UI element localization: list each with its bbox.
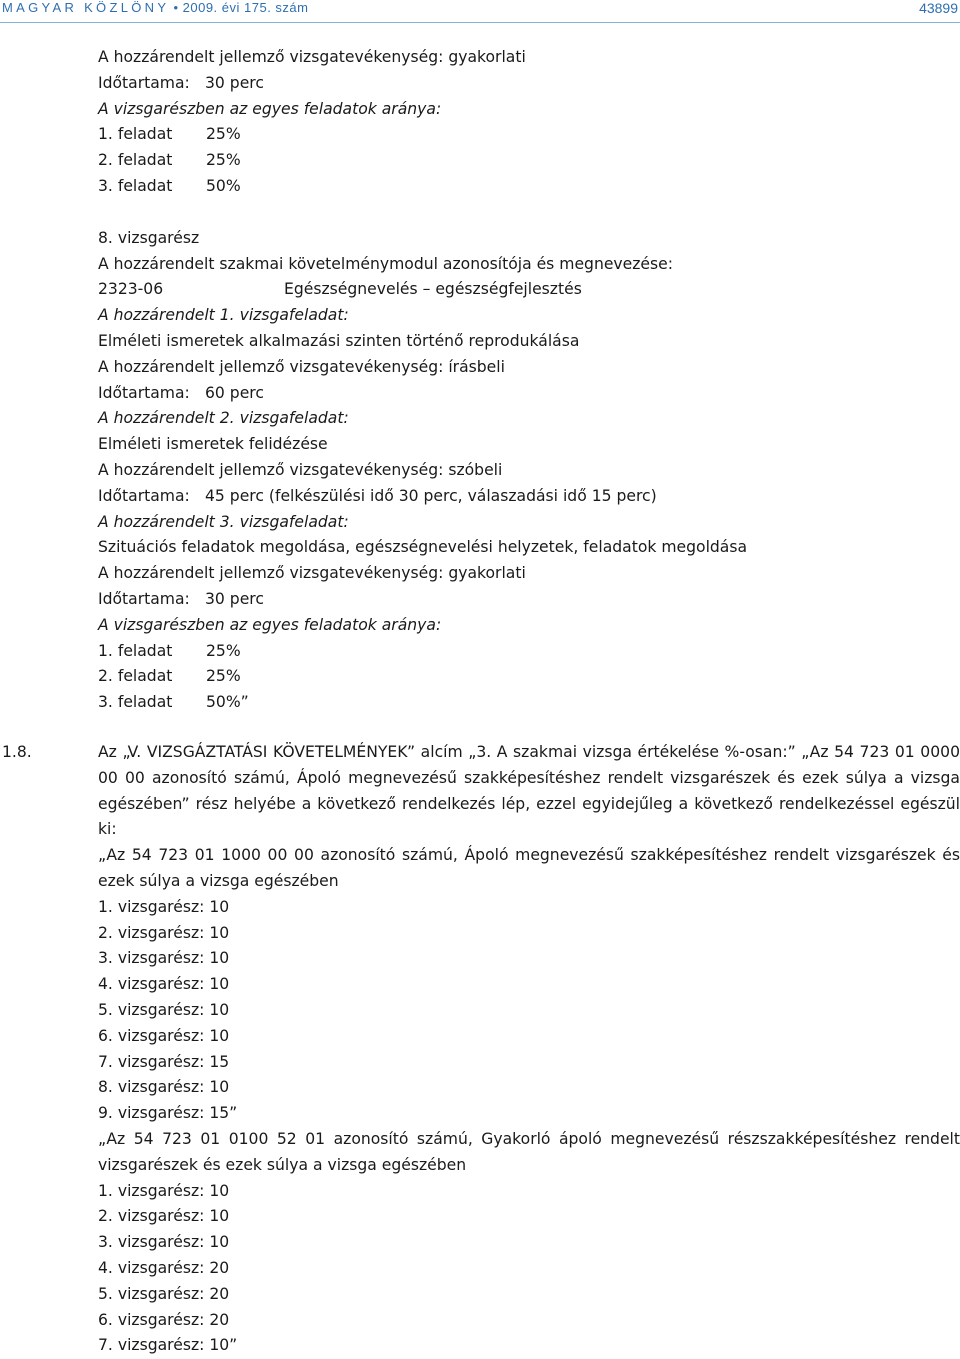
task1-duration: [98, 381, 960, 407]
module-code: 2323-06: [98, 280, 164, 299]
task1-heading: A hozzárendelt 1. vizsgafeladat:: [98, 306, 349, 325]
task-row: [98, 148, 960, 174]
task-row: [98, 174, 960, 200]
list-item: 2. vizsgarész: 10: [98, 1207, 230, 1226]
duration-line: [98, 71, 960, 97]
task-value: 25%: [206, 151, 241, 170]
list-item: 1. vizsgarész: 10: [98, 897, 230, 916]
list-item: 8. vizsgarész: 10: [98, 1078, 230, 1097]
duration-value: 45 perc (felkészülési idő 30 perc, válaszadási idő 15 perc): [205, 486, 657, 505]
task-label: 1. feladat: [98, 125, 173, 144]
duration-value: 30 perc: [205, 73, 264, 92]
task1-text: Elméleti ismeretek alkalmazási szinten történő reprodukálása: [98, 331, 580, 350]
list-item: 3. vizsgarész: 10: [98, 949, 230, 968]
page-number: 43899: [919, 0, 958, 16]
task1-activity: A hozzárendelt jellemző vizsgatevékenység: írásbeli: [98, 357, 505, 376]
list-item: 5. vizsgarész: 20: [98, 1284, 230, 1303]
list-item: 6. vizsgarész: 20: [98, 1310, 230, 1329]
list-item: 5. vizsgarész: 10: [98, 1000, 230, 1019]
document-body: [98, 45, 960, 716]
list-item: 7. vizsgarész: 10”: [98, 1336, 238, 1355]
task2-heading: A hozzárendelt 2. vizsgafeladat:: [98, 409, 349, 428]
part-title: 8. vizsgarész: [98, 228, 200, 247]
list-item: 2. vizsgarész: 10: [98, 923, 230, 942]
task-value: 25%: [206, 125, 241, 144]
task-value: 50%: [206, 176, 241, 195]
ratio-heading: A vizsgarészben az egyes feladatok aránya:: [98, 99, 442, 118]
header-separator: •: [173, 0, 179, 15]
list-item: 9. vizsgarész: 15”: [98, 1104, 238, 1123]
ratio-heading: A vizsgarészben az egyes feladatok aránya:: [98, 615, 442, 634]
task-row: [98, 690, 960, 716]
journal-title: MAGYAR KÖZLÖNY: [2, 0, 170, 15]
task-value: 25%: [206, 641, 241, 660]
task-value: 25%: [206, 667, 241, 686]
list-item: 7. vizsgarész: 15: [98, 1052, 230, 1071]
duration-label: Időtartama:: [98, 383, 190, 402]
duration-label: Időtartama:: [98, 589, 190, 608]
task-label: 3. feladat: [98, 693, 173, 712]
block1-title: „Az 54 723 01 1000 00 00 azonosító számú, Ápoló megnevezésű szakképesítéshez rendelt vizsgarészek és ezek súlya a vizsga egészében: [98, 846, 960, 890]
module-row: [98, 277, 960, 303]
task3-text: Szituációs feladatok megoldása, egészségnevelési helyzetek, feladatok megoldása: [98, 538, 748, 557]
module-name: Egészségnevelés – egészségfejlesztés: [284, 280, 582, 299]
task-row: [98, 122, 960, 148]
list-item: 4. vizsgarész: 20: [98, 1258, 230, 1277]
task-label: 1. feladat: [98, 641, 173, 660]
section-body: [98, 740, 960, 1359]
list-item: 3. vizsgarész: 10: [98, 1233, 230, 1252]
section-intro: Az „V. VIZSGÁZTATÁSI KÖVETELMÉNYEK” alcím „3. A szakmai vizsga értékelése %-osan:” „Az 54 723 01 0000 00 00 azonosító számú, Ápoló megnevezésű szakképesítéshez rendelt vizsgarészek és ezek súlya a vizsga egészében” rész helyébe a következő rendelkezés lép, ezzel egyidejűleg a következő rendelkezéssel egészül ki:: [98, 743, 960, 839]
page-header: [0, 0, 960, 23]
block2-title: „Az 54 723 01 0100 52 01 azonosító számú, Gyakorló ápoló megnevezésű részszakképesítéshez rendelt vizsgarészek és ezek súlya a vizsga egészében: [98, 1129, 960, 1174]
activity-line: A hozzárendelt jellemző vizsgatevékenység: gyakorlati: [98, 48, 526, 66]
module-line: A hozzárendelt szakmai követelménymodul azonosítója és megnevezése:: [98, 254, 673, 273]
task-value: 50%”: [206, 693, 249, 712]
header-left: [2, 0, 309, 15]
task3-activity: A hozzárendelt jellemző vizsgatevékenység: gyakorlati: [98, 564, 526, 583]
duration-label: Időtartama:: [98, 73, 190, 92]
task-row: [98, 664, 960, 690]
task2-text: Elméleti ismeretek felidézése: [98, 435, 328, 454]
duration-value: 60 perc: [205, 383, 264, 402]
task3-duration: [98, 587, 960, 613]
task2-activity: A hozzárendelt jellemző vizsgatevékenység: szóbeli: [98, 460, 503, 479]
task3-heading: A hozzárendelt 3. vizsgafeladat:: [98, 512, 349, 531]
duration-label: Időtartama:: [98, 486, 190, 505]
issue-label: 2009. évi 175. szám: [182, 0, 309, 15]
section-number: 1.8.: [2, 743, 32, 761]
task-row: [98, 639, 960, 665]
task-label: 2. feladat: [98, 667, 173, 686]
task2-duration: [98, 484, 960, 510]
list-item: 6. vizsgarész: 10: [98, 1026, 230, 1045]
duration-value: 30 perc: [205, 589, 264, 608]
task-label: 3. feladat: [98, 176, 173, 195]
list-item: 1. vizsgarész: 10: [98, 1181, 230, 1200]
list-item: 4. vizsgarész: 10: [98, 975, 230, 994]
task-label: 2. feladat: [98, 151, 173, 170]
